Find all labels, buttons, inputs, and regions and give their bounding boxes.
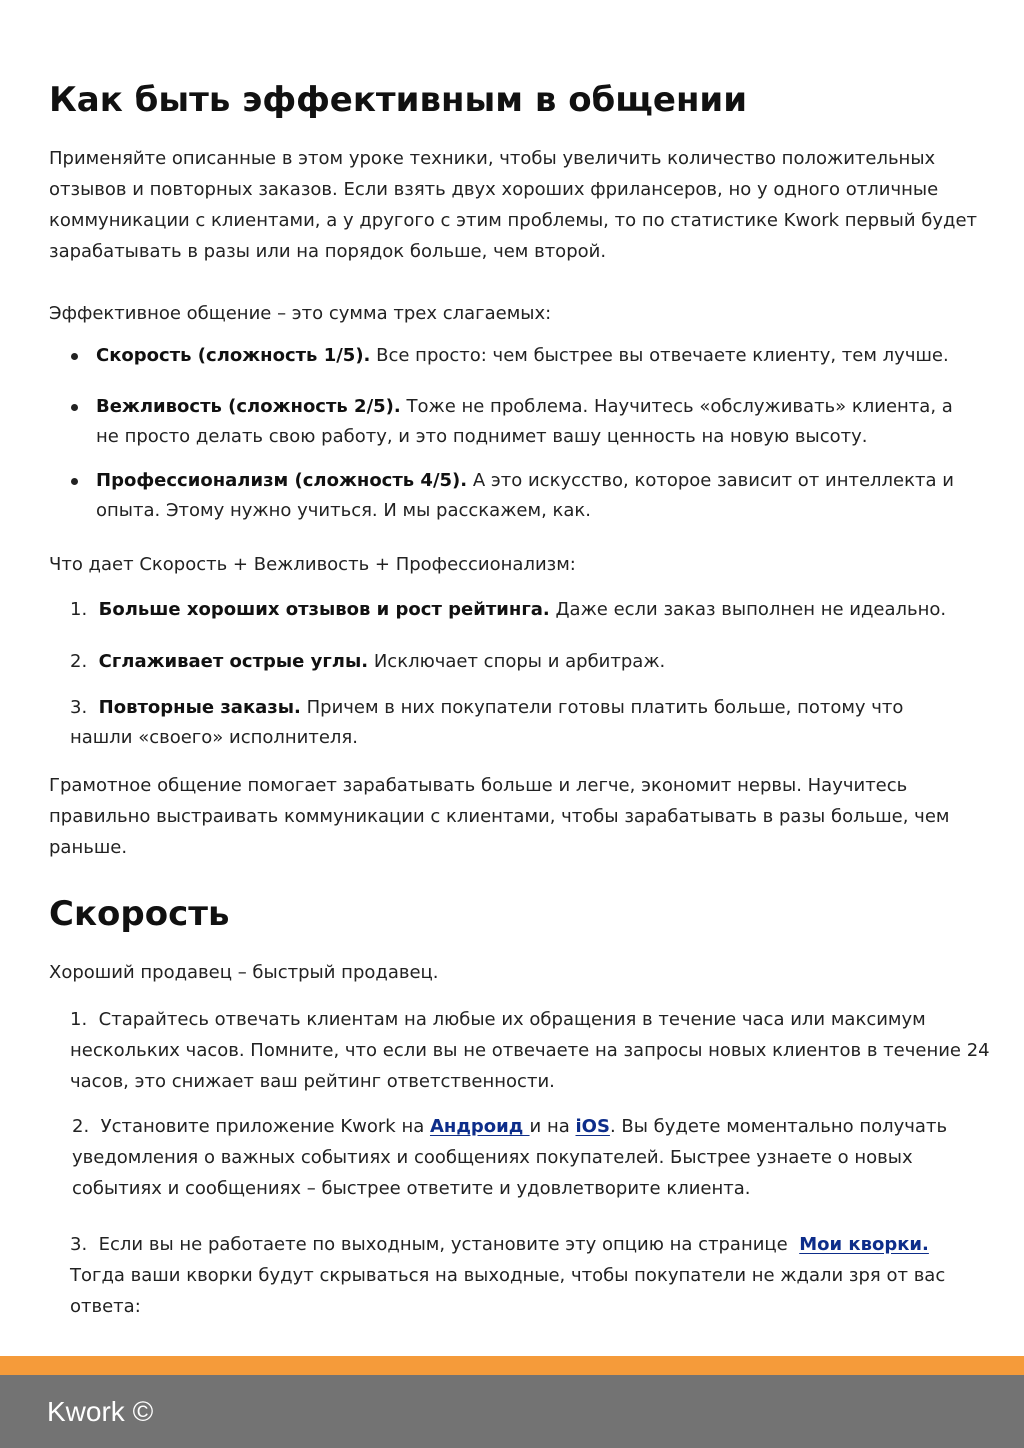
item-bold: Повторные заказы. <box>98 697 301 718</box>
item-number: 3. <box>70 1234 88 1255</box>
intro-paragraph: Применяйте описанные в этом уроке техники, чтобы увеличить количество положительных отзывов и повторных заказов. Если взять двух хороших фрилансеров, но у одного отличные коммуникации с клиентами, а у другого с этим проблемы, то по статистике Kwork первый будет зарабатывать в разы или на порядок больше, чем второй. <box>49 148 978 262</box>
item-text: Установите приложение Kwork на <box>100 1116 430 1137</box>
item-bold: Сглаживает острые углы. <box>98 651 369 672</box>
item-number: 2. <box>72 1116 90 1137</box>
bullet-item-speed <box>96 341 996 371</box>
item-text: Даже если заказ выполнен не идеально. <box>549 599 947 620</box>
section-title-effective-communication: Как быть эффективным в общении <box>49 80 748 120</box>
ios-app-link[interactable]: iOS <box>575 1116 610 1137</box>
numbered-item-repeat-orders <box>70 693 970 753</box>
my-kworks-link[interactable]: Мои кворки. <box>799 1234 929 1255</box>
item-bold: Больше хороших отзывов и рост рейтинга. <box>98 599 550 620</box>
bullet-item-professionalism <box>96 466 976 526</box>
bullet-bold: Скорость (сложность 1/5). <box>96 345 371 366</box>
bullet-dot <box>71 353 78 360</box>
bullet-dot <box>71 404 78 411</box>
android-app-link[interactable]: Андроид <box>429 1116 530 1137</box>
bullet-bold: Вежливость (сложность 2/5). <box>96 396 401 417</box>
bullet-dot <box>71 478 78 485</box>
item-number: 1. <box>70 1009 88 1030</box>
speed-item-respond <box>70 1004 990 1097</box>
section-title-speed: Скорость <box>49 894 230 934</box>
item-text: . Вы будете моментально получать уведомления о важных событиях и сообщениях покупателей. Быстрее узнаете о новых событиях и сообщениях – быстрее ответите и удовлетворите клиента. <box>72 1116 948 1199</box>
sum-intro: Эффективное общение – это сумма трех слагаемых: <box>49 303 552 324</box>
item-number: 1. <box>70 599 88 620</box>
item-text: Исключает споры и арбитраж. <box>368 651 666 672</box>
item-text: Тогда ваши кворки будут скрываться на выходные, чтобы покупатели не ждали зря от вас ответа: <box>70 1265 946 1317</box>
bullet-item-politeness <box>96 392 976 452</box>
bullet-text: Все просто: чем быстрее вы отвечаете клиенту, тем лучше. <box>370 345 949 366</box>
speed-item-weekends <box>70 1229 980 1322</box>
footer-copyright: Kwork © <box>47 1396 154 1427</box>
footer-accent-stripe <box>0 1356 1024 1375</box>
item-number: 3. <box>70 697 88 718</box>
conclusion-paragraph: Грамотное общение помогает зарабатывать больше и легче, экономит нервы. Научитесь правильно выстраивать коммуникации с клиентами, чтобы зарабатывать в разы больше, чем раньше. <box>49 775 950 858</box>
item-text: Старайтесь отвечать клиентам на любые их обращения в течение часа или максимум нескольких часов. Помните, что если вы не отвечаете на запросы новых клиентов в течение 24 часов, это снижает ваш рейтинг ответственности. <box>70 1009 990 1092</box>
numbered-item-smooths <box>70 647 1000 677</box>
speed-intro: Хороший продавец – быстрый продавец. <box>49 962 439 983</box>
bullet-text: Тоже не проблема. Научитесь «обслуживать» клиента, а не просто делать свою работу, и это поднимет вашу ценность на новую высоту. <box>96 396 953 447</box>
item-text: Если вы не работаете по выходным, установите эту опцию на странице <box>98 1234 794 1255</box>
bullet-text: А это искусство, которое зависит от интеллекта и опыта. Этому нужно учиться. И мы расскажем, как. <box>96 470 954 521</box>
speed-item-app <box>72 1111 982 1204</box>
footer-bar <box>0 1375 1024 1448</box>
numbered-item-reviews <box>70 595 1000 625</box>
item-number: 2. <box>70 651 88 672</box>
bullet-bold: Профессионализм (сложность 4/5). <box>96 470 468 491</box>
item-text: и на <box>529 1116 576 1137</box>
item-text: Причем в них покупатели готовы платить больше, потому что нашли «своего» исполнителя. <box>70 697 904 748</box>
gives-intro: Что дает Скорость + Вежливость + Профессионализм: <box>49 554 576 575</box>
